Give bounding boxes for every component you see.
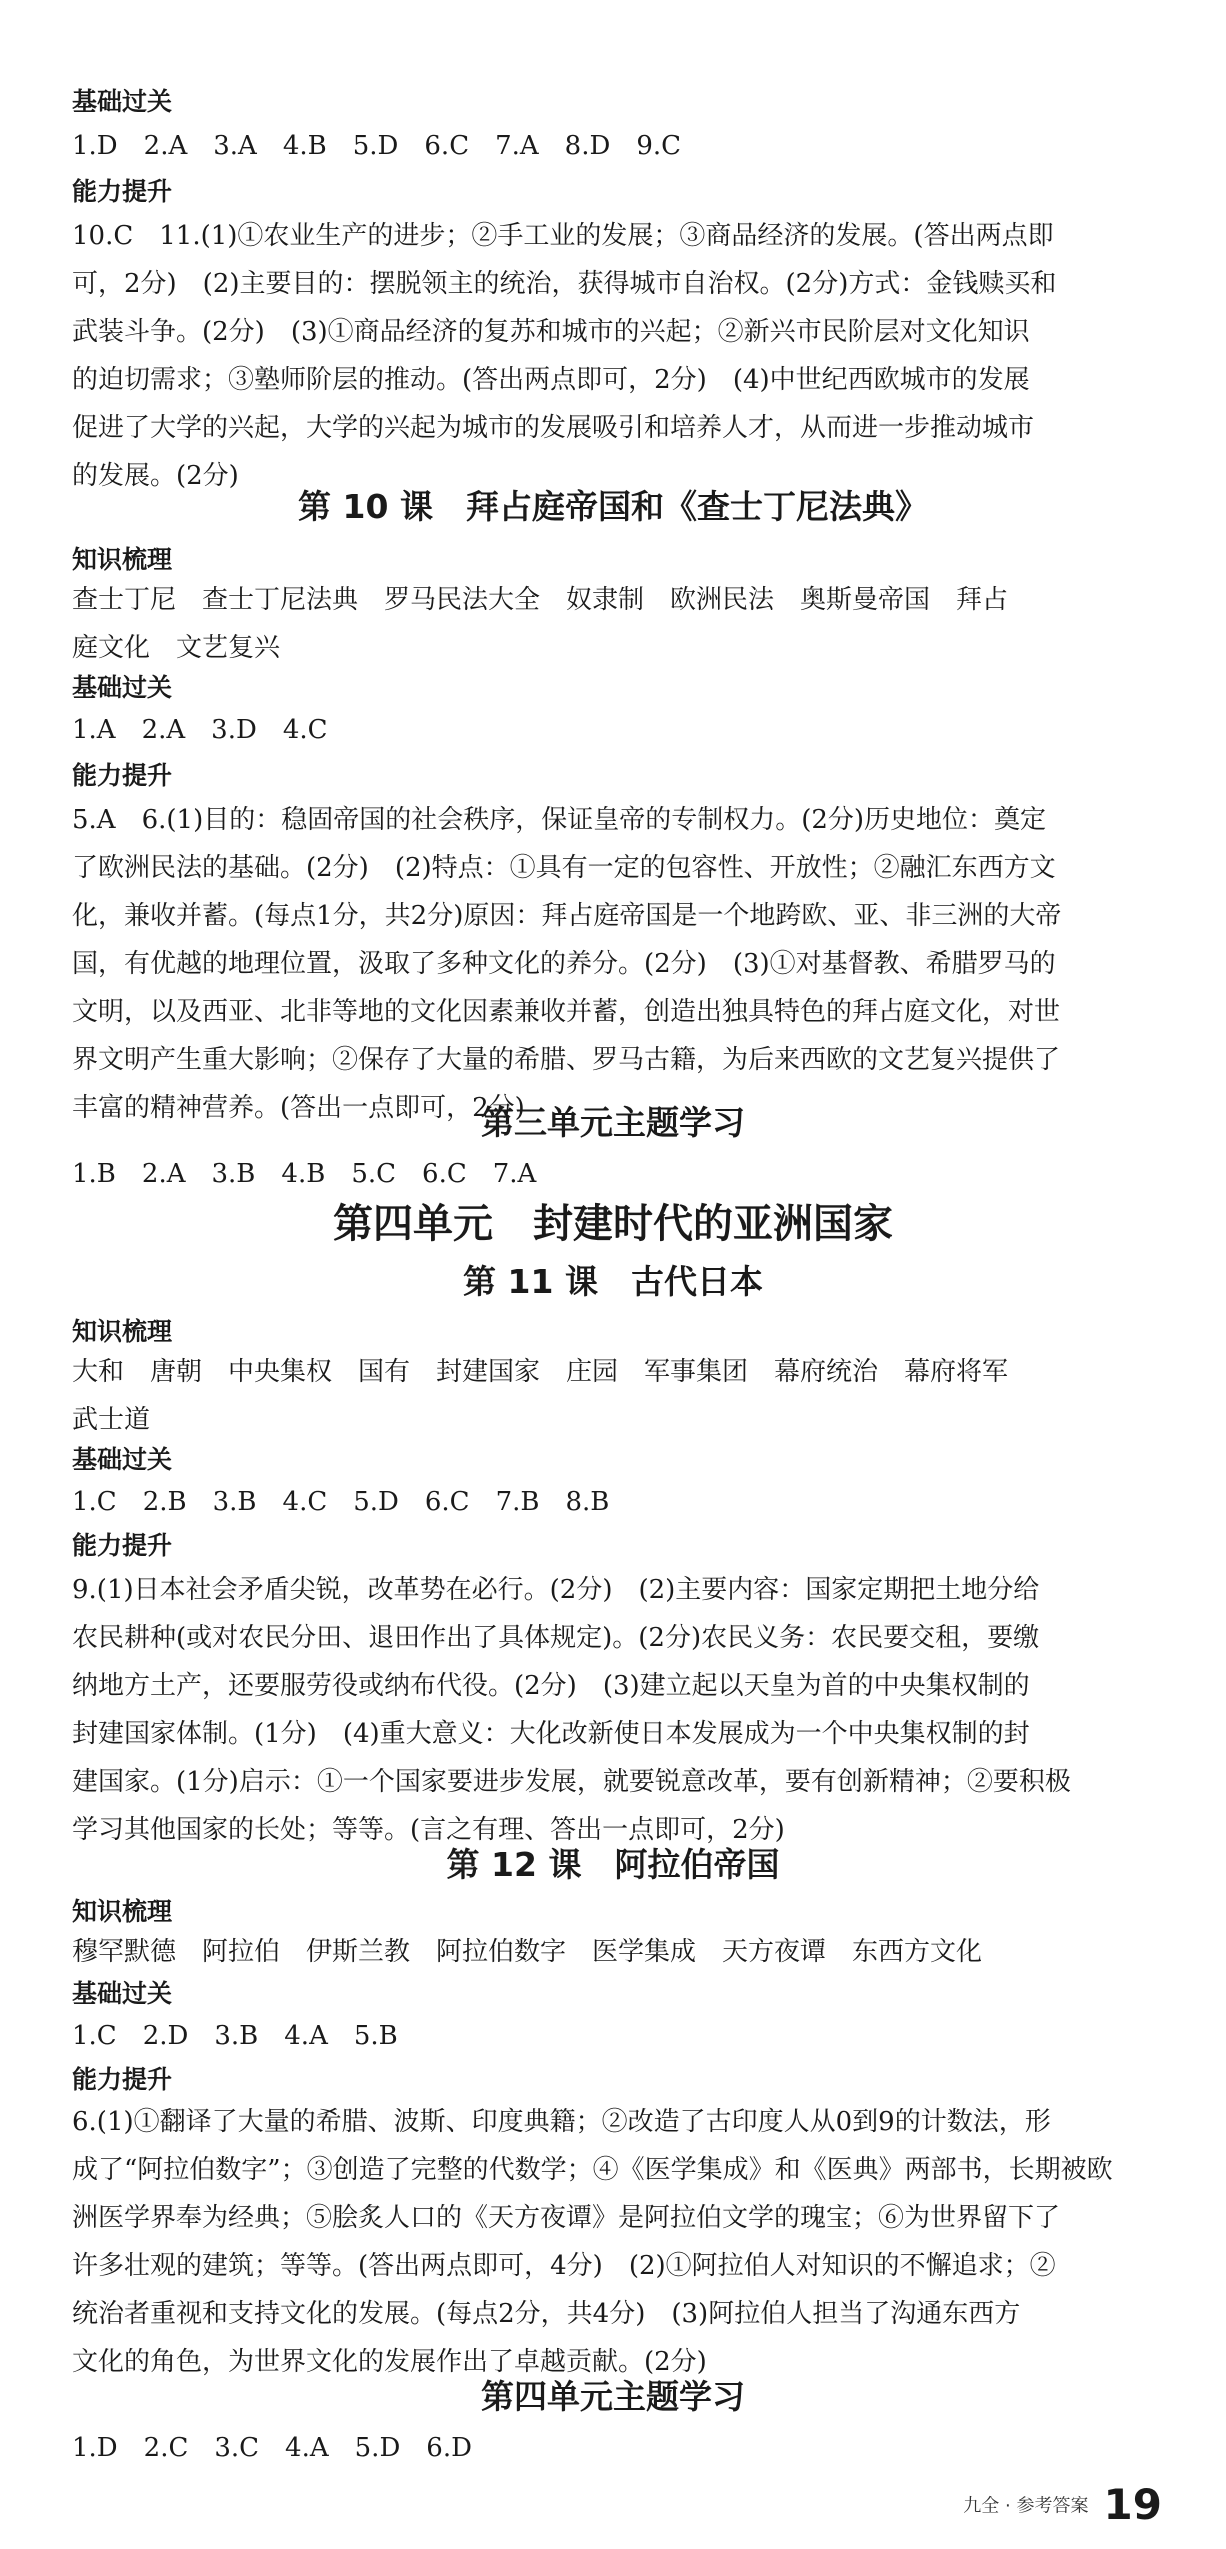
- text-line: 建国家。(1分)启示：①一个国家要进步发展，就要锐意改革，要有创新精神；②要积极: [72, 1767, 1071, 1797]
- text-line: 的迫切需求；③塾师阶层的推动。(答出两点即可，2分) (4)中世纪西欧城市的发展: [72, 365, 1030, 395]
- text-line: 许多壮观的建筑；等等。(答出两点即可，4分) (2)①阿拉伯人对知识的不懈追求；②: [72, 2251, 1056, 2281]
- footer-label: 九全 · 参考答案: [963, 2495, 1089, 2517]
- text-line: 促进了大学的兴起，大学的兴起为城市的发展吸引和培养人才，从而进一步推动城市: [72, 413, 1035, 443]
- heading-basic: 基础过关: [72, 1445, 173, 1474]
- text-line: 5.A 6.(1)目的：稳固帝国的社会秩序，保证皇帝的专制权力。(2分)历史地位：奠定: [72, 805, 1047, 835]
- answer-line: 1.C 2.D 3.B 4.A 5.B: [72, 2021, 398, 2051]
- text-line: 大和 唐朝 中央集权 国有 封建国家 庄园 军事集团 幕府统治 幕府将军: [72, 1357, 1009, 1387]
- ability-block: [72, 2098, 1162, 2386]
- text-line: 统治者重视和支持文化的发展。(每点2分，共4分) (3)阿拉伯人担当了沟通东西方: [72, 2299, 1021, 2329]
- ability-block: [72, 212, 1162, 500]
- text-line: 可，2分) (2)主要目的：摆脱领主的统治，获得城市自治权。(2分)方式：金钱赎买和: [72, 269, 1057, 299]
- text-line: 9.(1)日本社会矛盾尖锐，改革势在必行。(2分) (2)主要内容：国家定期把土地分给: [72, 1575, 1040, 1605]
- answer-line: 1.C 2.B 3.B 4.C 5.D 6.C 7.B 8.B: [72, 1487, 610, 1517]
- heading-knowledge: 知识梳理: [72, 545, 173, 574]
- heading-ability: 能力提升: [72, 2065, 173, 2094]
- text-line: 6.(1)①翻译了大量的希腊、波斯、印度典籍；②改造了古印度人从0到9的计数法，形: [72, 2107, 1051, 2137]
- lesson-title: 第 11 课 古代日本: [463, 1262, 763, 1301]
- text-line: 成了“阿拉伯数字”；③创造了完整的代数学；④《医学集成》和《医典》两部书，长期被欧: [72, 2155, 1113, 2185]
- text-line: 化，兼收并蓄。(每点1分，共2分)原因：拜占庭帝国是一个地跨欧、亚、非三洲的大帝: [72, 901, 1062, 931]
- unit-title: 第四单元 封建时代的亚洲国家: [333, 1201, 893, 1247]
- lesson-title: 第 12 课 阿拉伯帝国: [446, 1845, 780, 1884]
- knowledge-block: [72, 576, 1162, 672]
- text-line: 封建国家体制。(1分) (4)重大意义：大化改新使日本发展成为一个中央集权制的封: [72, 1719, 1030, 1749]
- knowledge-block: [72, 1348, 1162, 1444]
- text-line: 界文明产生重大影响；②保存了大量的希腊、罗马古籍，为后来西欧的文艺复兴提供了: [72, 1045, 1061, 1075]
- text-line: 庭文化 文艺复兴: [72, 633, 281, 663]
- answer-line: 1.D 2.A 3.A 4.B 5.D 6.C 7.A 8.D 9.C: [72, 131, 682, 161]
- heading-knowledge: 知识梳理: [72, 1897, 173, 1926]
- heading-ability: 能力提升: [72, 177, 173, 206]
- text-line: 国，有优越的地理位置，汲取了多种文化的养分。(2分) (3)①对基督教、希腊罗马的: [72, 949, 1056, 979]
- text-line: 洲医学界奉为经典；⑤脍炙人口的《天方夜谭》是阿拉伯文学的瑰宝；⑥为世界留下了: [72, 2203, 1061, 2233]
- text-line: 丰富的精神营养。(答出一点即可，2分): [72, 1093, 525, 1123]
- text-line: 文明，以及西亚、北非等地的文化因素兼收并蓄，创造出独具特色的拜占庭文化，对世: [72, 997, 1061, 1027]
- text-line: 了欧洲民法的基础。(2分) (2)特点：①具有一定的包容性、开放性；②融汇东西方文: [72, 853, 1056, 883]
- heading-basic: 基础过关: [72, 87, 173, 116]
- lesson-title: 第 10 课 拜占庭帝国和《查士丁尼法典》: [298, 487, 928, 526]
- ability-block: [72, 796, 1162, 1132]
- heading-ability: 能力提升: [72, 761, 173, 790]
- ability-block: [72, 1566, 1162, 1854]
- unit-theme-title: 第四单元主题学习: [481, 2377, 745, 2416]
- text-line: 武装斗争。(2分) (3)①商品经济的复苏和城市的兴起；②新兴市民阶层对文化知识: [72, 317, 1030, 347]
- heading-ability: 能力提升: [72, 1531, 173, 1560]
- heading-basic: 基础过关: [72, 1979, 173, 2008]
- answer-line: 1.D 2.C 3.C 4.A 5.D 6.D: [72, 2433, 472, 2463]
- heading-basic: 基础过关: [72, 673, 173, 702]
- text-line: 10.C 11.(1)①农业生产的进步；②手工业的发展；③商品经济的发展。(答出两点即: [72, 221, 1054, 251]
- text-line: 文化的角色，为世界文化的发展作出了卓越贡献。(2分): [72, 2347, 707, 2377]
- unit-theme-title: 第三单元主题学习: [481, 1103, 745, 1142]
- page-number: 19: [1103, 2480, 1162, 2529]
- answer-line: 1.B 2.A 3.B 4.B 5.C 6.C 7.A: [72, 1159, 537, 1189]
- text-line: 穆罕默德 阿拉伯 伊斯兰教 阿拉伯数字 医学集成 天方夜谭 东西方文化: [72, 1937, 983, 1967]
- text-line: 学习其他国家的长处；等等。(言之有理、答出一点即可，2分): [72, 1815, 785, 1845]
- text-line: 的发展。(2分): [72, 461, 239, 491]
- text-line: 纳地方土产，还要服劳役或纳布代役。(2分) (3)建立起以天皇为首的中央集权制的: [72, 1671, 1030, 1701]
- text-line: 农民耕种(或对农民分田、退田作出了具体规定)。(2分)农民义务：农民要交租，要缴: [72, 1623, 1040, 1653]
- text-line: 查士丁尼 查士丁尼法典 罗马民法大全 奴隶制 欧洲民法 奥斯曼帝国 拜占: [72, 585, 1009, 615]
- page-footer: [963, 2480, 1162, 2529]
- text-line: 武士道: [72, 1405, 151, 1435]
- heading-knowledge: 知识梳理: [72, 1317, 173, 1346]
- answer-line: 1.A 2.A 3.D 4.C: [72, 715, 328, 745]
- knowledge-block: [72, 1928, 1162, 1976]
